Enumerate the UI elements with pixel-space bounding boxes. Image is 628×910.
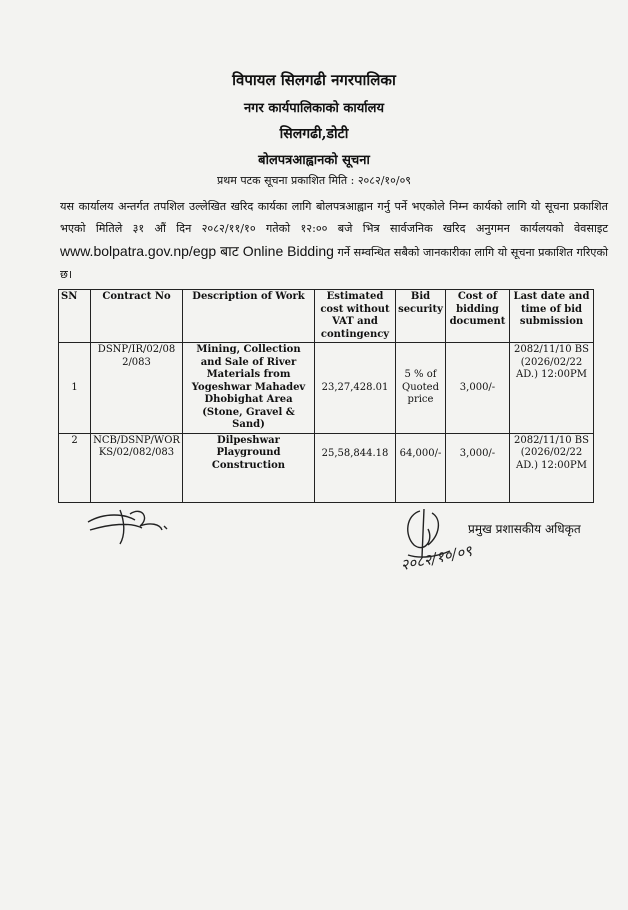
row-sn: 2 [59, 433, 91, 502]
table-row [59, 433, 594, 502]
officer-title: प्रमुख प्रशासकीय अधिकृत [468, 522, 581, 536]
row-estimated-cost: 23,27,428.01 [315, 343, 396, 434]
header-bid-security: Bid security [396, 290, 446, 343]
header-sn: SN [59, 290, 91, 343]
row-estimated-cost: 25,58,844.18 [315, 433, 396, 502]
signature-date: २०८२/१०/०९ [398, 541, 474, 575]
office-location: सिलगढी,डोटी [279, 126, 349, 142]
header-deadline: Last date and time of bid submission [510, 290, 594, 343]
notice-paragraph [60, 196, 608, 286]
row-contract-no: NCB/DSNP/WORKS/02/082/083 [91, 433, 183, 502]
office-name: नगर कार्यपालिकाको कार्यालय [243, 101, 385, 116]
notice-text-part1: यस कार्यालय अन्तर्गत तपशिल उल्लेखित खरिद कार्यका लागि बोलपत्रआह्वान गर्नु पर्ने भएकोले निम्न कार्यको लागि यो सूचना प्रकाशित भएको मितिले ३१ औं दिन २०८२/११/१० गतेको १२:०० बजे भित्र सार्वजनिक खरिद अनुगमन कार्यलयको वेवसाइट [60, 200, 608, 235]
row-description: Mining, Collection and Sale of River Materials from Yogeshwar Mahadev Dhobighat Area (Stone, Gravel & Sand) [183, 343, 315, 434]
left-signature [80, 500, 180, 550]
row-bid-security: 64,000/- [396, 433, 446, 502]
notice-title: बोलपत्रआह्वानको सूचना [258, 153, 370, 168]
municipality-name: विपायल सिलगढी नगरपालिका [232, 71, 396, 89]
row-doc-cost: 3,000/- [446, 343, 510, 434]
row-deadline: 2082/11/10 BS (2026/02/22 AD.) 12:00PM [510, 433, 594, 502]
row-bid-security: 5 % of Quoted price [396, 343, 446, 434]
row-deadline: 2082/11/10 BS (2026/02/22 AD.) 12:00PM [510, 343, 594, 434]
notice-text-part2: गर्ने सम्वन्धित सबैको जानकारीका लागि यो सूचना प्रकाशित गरिएको छ। [60, 246, 608, 281]
header-estimated-cost: Estimated cost without VAT and contingency [315, 290, 396, 343]
header-description: Description of Work [183, 290, 315, 343]
header-contract-no: Contract No [91, 290, 183, 343]
bid-table [58, 289, 594, 503]
row-contract-no: DSNP/IR/02/082/083 [91, 343, 183, 434]
table-header-row [59, 290, 594, 343]
egp-website: www.bolpatra.gov.np/egp बाट Online Bidding [60, 243, 334, 259]
header-doc-cost: Cost of bidding document [446, 290, 510, 343]
row-description: Dilpeshwar Playground Construction [183, 433, 315, 502]
publication-date: प्रथम पटक सूचना प्रकाशित मिति : २०८२/१०/०९ [216, 174, 412, 187]
row-doc-cost: 3,000/- [446, 433, 510, 502]
table-row [59, 343, 594, 434]
row-sn: 1 [59, 343, 91, 434]
